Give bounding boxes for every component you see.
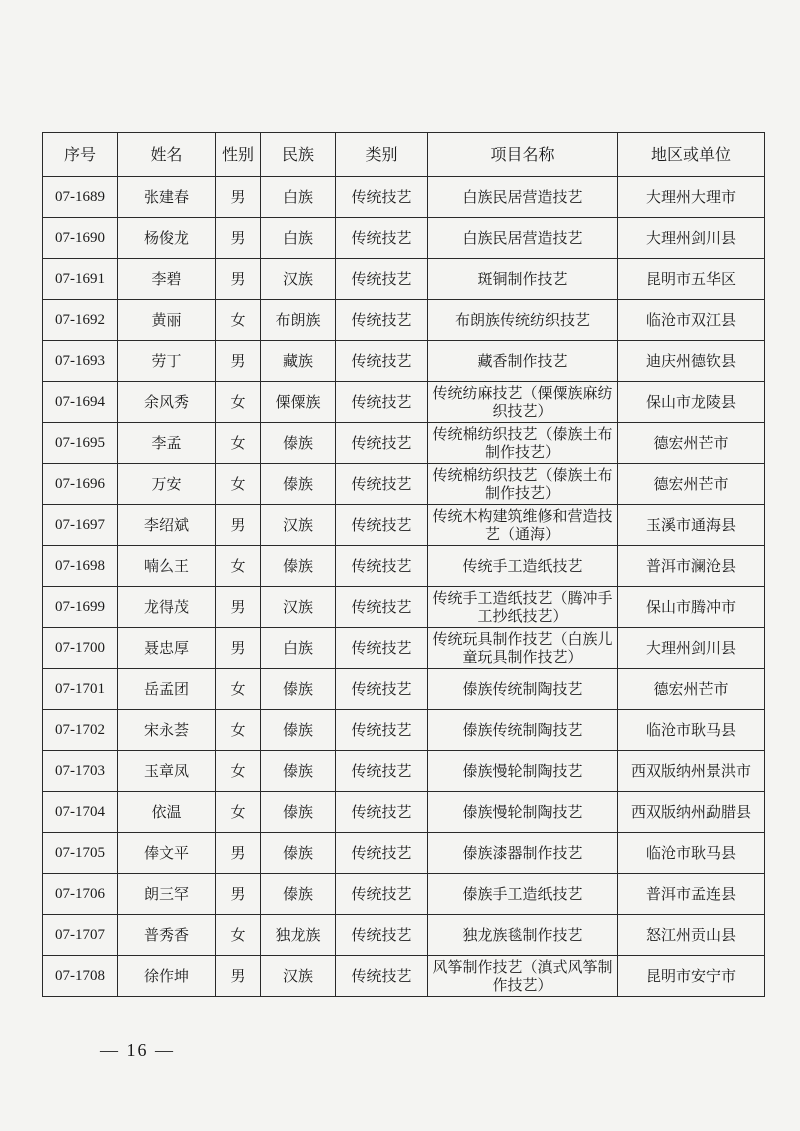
cell-id: 07-1703 bbox=[43, 751, 118, 792]
cell-project: 傣族慢轮制陶技艺 bbox=[428, 792, 618, 833]
cell-category: 传统技艺 bbox=[336, 259, 428, 300]
cell-region: 德宏州芒市 bbox=[618, 669, 765, 710]
cell-project: 傣族手工造纸技艺 bbox=[428, 874, 618, 915]
cell-gender: 男 bbox=[216, 874, 261, 915]
cell-project: 傣族慢轮制陶技艺 bbox=[428, 751, 618, 792]
cell-ethnicity: 藏族 bbox=[261, 341, 336, 382]
table-row bbox=[43, 915, 765, 956]
cell-gender: 男 bbox=[216, 587, 261, 628]
cell-gender: 女 bbox=[216, 300, 261, 341]
cell-region: 大理州大理市 bbox=[618, 177, 765, 218]
table-row bbox=[43, 956, 765, 997]
cell-region: 临沧市耿马县 bbox=[618, 710, 765, 751]
table-row bbox=[43, 710, 765, 751]
cell-id: 07-1691 bbox=[43, 259, 118, 300]
cell-ethnicity: 独龙族 bbox=[261, 915, 336, 956]
table-row bbox=[43, 218, 765, 259]
cell-id: 07-1692 bbox=[43, 300, 118, 341]
cell-name: 杨俊龙 bbox=[118, 218, 216, 259]
cell-category: 传统技艺 bbox=[336, 751, 428, 792]
cell-name: 黄丽 bbox=[118, 300, 216, 341]
table-row bbox=[43, 833, 765, 874]
cell-project: 风筝制作技艺（滇式风筝制作技艺） bbox=[428, 956, 618, 997]
cell-category: 传统技艺 bbox=[336, 874, 428, 915]
cell-category: 传统技艺 bbox=[336, 300, 428, 341]
cell-id: 07-1693 bbox=[43, 341, 118, 382]
cell-gender: 男 bbox=[216, 177, 261, 218]
cell-name: 朗三罕 bbox=[118, 874, 216, 915]
cell-ethnicity: 傈僳族 bbox=[261, 382, 336, 423]
cell-category: 传统技艺 bbox=[336, 218, 428, 259]
cell-region: 昆明市安宁市 bbox=[618, 956, 765, 997]
header-ethnicity: 民族 bbox=[261, 133, 336, 177]
cell-name: 聂忠厚 bbox=[118, 628, 216, 669]
cell-category: 传统技艺 bbox=[336, 792, 428, 833]
cell-ethnicity: 傣族 bbox=[261, 751, 336, 792]
cell-gender: 女 bbox=[216, 915, 261, 956]
page-number: — 16 — bbox=[100, 1040, 175, 1060]
cell-region: 西双版纳州勐腊县 bbox=[618, 792, 765, 833]
cell-ethnicity: 汉族 bbox=[261, 956, 336, 997]
cell-category: 传统技艺 bbox=[336, 956, 428, 997]
cell-ethnicity: 傣族 bbox=[261, 423, 336, 464]
cell-ethnicity: 汉族 bbox=[261, 505, 336, 546]
cell-region: 普洱市孟连县 bbox=[618, 874, 765, 915]
cell-gender: 男 bbox=[216, 628, 261, 669]
cell-id: 07-1694 bbox=[43, 382, 118, 423]
cell-ethnicity: 傣族 bbox=[261, 546, 336, 587]
cell-category: 传统技艺 bbox=[336, 628, 428, 669]
cell-ethnicity: 傣族 bbox=[261, 669, 336, 710]
table-row bbox=[43, 751, 765, 792]
cell-gender: 男 bbox=[216, 833, 261, 874]
cell-ethnicity: 傣族 bbox=[261, 464, 336, 505]
cell-gender: 女 bbox=[216, 710, 261, 751]
table-row bbox=[43, 546, 765, 587]
cell-gender: 女 bbox=[216, 546, 261, 587]
cell-project: 传统玩具制作技艺（白族儿童玩具制作技艺） bbox=[428, 628, 618, 669]
cell-ethnicity: 傣族 bbox=[261, 874, 336, 915]
cell-ethnicity: 傣族 bbox=[261, 792, 336, 833]
cell-project: 传统手工造纸技艺 bbox=[428, 546, 618, 587]
cell-id: 07-1689 bbox=[43, 177, 118, 218]
cell-ethnicity: 汉族 bbox=[261, 259, 336, 300]
cell-id: 07-1690 bbox=[43, 218, 118, 259]
table-row bbox=[43, 300, 765, 341]
cell-ethnicity: 白族 bbox=[261, 177, 336, 218]
cell-category: 传统技艺 bbox=[336, 177, 428, 218]
cell-id: 07-1699 bbox=[43, 587, 118, 628]
cell-name: 李孟 bbox=[118, 423, 216, 464]
table-header-row bbox=[43, 133, 765, 177]
cell-name: 普秀香 bbox=[118, 915, 216, 956]
cell-region: 玉溪市通海县 bbox=[618, 505, 765, 546]
cell-region: 普洱市澜沧县 bbox=[618, 546, 765, 587]
cell-id: 07-1697 bbox=[43, 505, 118, 546]
cell-project: 白族民居营造技艺 bbox=[428, 218, 618, 259]
cell-region: 德宏州芒市 bbox=[618, 464, 765, 505]
table-row bbox=[43, 628, 765, 669]
cell-project: 傣族漆器制作技艺 bbox=[428, 833, 618, 874]
table-row bbox=[43, 874, 765, 915]
header-project: 项目名称 bbox=[428, 133, 618, 177]
cell-region: 临沧市耿马县 bbox=[618, 833, 765, 874]
table-body bbox=[43, 177, 765, 997]
table-row bbox=[43, 341, 765, 382]
header-category: 类别 bbox=[336, 133, 428, 177]
cell-id: 07-1700 bbox=[43, 628, 118, 669]
cell-id: 07-1696 bbox=[43, 464, 118, 505]
table-row bbox=[43, 587, 765, 628]
cell-name: 依温 bbox=[118, 792, 216, 833]
cell-region: 西双版纳州景洪市 bbox=[618, 751, 765, 792]
cell-id: 07-1701 bbox=[43, 669, 118, 710]
cell-category: 传统技艺 bbox=[336, 382, 428, 423]
cell-region: 怒江州贡山县 bbox=[618, 915, 765, 956]
cell-category: 传统技艺 bbox=[336, 505, 428, 546]
table-row bbox=[43, 792, 765, 833]
cell-id: 07-1698 bbox=[43, 546, 118, 587]
cell-category: 传统技艺 bbox=[336, 710, 428, 751]
cell-name: 俸文平 bbox=[118, 833, 216, 874]
cell-category: 传统技艺 bbox=[336, 464, 428, 505]
cell-project: 传统纺麻技艺（傈僳族麻纺织技艺） bbox=[428, 382, 618, 423]
cell-gender: 女 bbox=[216, 669, 261, 710]
cell-region: 大理州剑川县 bbox=[618, 218, 765, 259]
cell-name: 喃么王 bbox=[118, 546, 216, 587]
cell-gender: 男 bbox=[216, 259, 261, 300]
cell-name: 龙得茂 bbox=[118, 587, 216, 628]
table-row bbox=[43, 464, 765, 505]
cell-region: 迪庆州德钦县 bbox=[618, 341, 765, 382]
cell-gender: 女 bbox=[216, 751, 261, 792]
header-name: 姓名 bbox=[118, 133, 216, 177]
cell-project: 传统木构建筑维修和营造技艺（通海） bbox=[428, 505, 618, 546]
cell-category: 传统技艺 bbox=[336, 833, 428, 874]
cell-name: 岳孟团 bbox=[118, 669, 216, 710]
cell-project: 藏香制作技艺 bbox=[428, 341, 618, 382]
cell-ethnicity: 傣族 bbox=[261, 710, 336, 751]
cell-region: 保山市腾冲市 bbox=[618, 587, 765, 628]
table-row bbox=[43, 177, 765, 218]
cell-category: 传统技艺 bbox=[336, 341, 428, 382]
cell-region: 德宏州芒市 bbox=[618, 423, 765, 464]
cell-gender: 女 bbox=[216, 792, 261, 833]
header-gender: 性别 bbox=[216, 133, 261, 177]
cell-region: 临沧市双江县 bbox=[618, 300, 765, 341]
cell-name: 万安 bbox=[118, 464, 216, 505]
cell-id: 07-1705 bbox=[43, 833, 118, 874]
cell-category: 传统技艺 bbox=[336, 915, 428, 956]
cell-project: 斑铜制作技艺 bbox=[428, 259, 618, 300]
cell-category: 传统技艺 bbox=[336, 669, 428, 710]
cell-name: 李绍斌 bbox=[118, 505, 216, 546]
cell-ethnicity: 白族 bbox=[261, 628, 336, 669]
cell-gender: 男 bbox=[216, 341, 261, 382]
cell-project: 独龙族毯制作技艺 bbox=[428, 915, 618, 956]
table-row bbox=[43, 423, 765, 464]
cell-region: 保山市龙陵县 bbox=[618, 382, 765, 423]
table-row bbox=[43, 669, 765, 710]
cell-gender: 女 bbox=[216, 464, 261, 505]
cell-id: 07-1708 bbox=[43, 956, 118, 997]
cell-id: 07-1707 bbox=[43, 915, 118, 956]
cell-gender: 男 bbox=[216, 505, 261, 546]
cell-name: 宋永荟 bbox=[118, 710, 216, 751]
cell-id: 07-1706 bbox=[43, 874, 118, 915]
table-row bbox=[43, 259, 765, 300]
cell-name: 余风秀 bbox=[118, 382, 216, 423]
inheritor-table bbox=[42, 132, 765, 997]
cell-name: 李碧 bbox=[118, 259, 216, 300]
cell-project: 传统棉纺织技艺（傣族土布制作技艺） bbox=[428, 423, 618, 464]
cell-project: 传统棉纺织技艺（傣族土布制作技艺） bbox=[428, 464, 618, 505]
cell-project: 布朗族传统纺织技艺 bbox=[428, 300, 618, 341]
cell-project: 传统手工造纸技艺（腾冲手工抄纸技艺） bbox=[428, 587, 618, 628]
cell-name: 张建春 bbox=[118, 177, 216, 218]
cell-gender: 女 bbox=[216, 382, 261, 423]
cell-gender: 男 bbox=[216, 218, 261, 259]
cell-region: 昆明市五华区 bbox=[618, 259, 765, 300]
cell-name: 玉章凤 bbox=[118, 751, 216, 792]
table-row bbox=[43, 382, 765, 423]
table-row bbox=[43, 505, 765, 546]
cell-project: 傣族传统制陶技艺 bbox=[428, 710, 618, 751]
cell-region: 大理州剑川县 bbox=[618, 628, 765, 669]
cell-ethnicity: 白族 bbox=[261, 218, 336, 259]
header-id: 序号 bbox=[43, 133, 118, 177]
cell-name: 劳丁 bbox=[118, 341, 216, 382]
cell-id: 07-1704 bbox=[43, 792, 118, 833]
header-region: 地区或单位 bbox=[618, 133, 765, 177]
cell-ethnicity: 傣族 bbox=[261, 833, 336, 874]
cell-ethnicity: 汉族 bbox=[261, 587, 336, 628]
cell-gender: 女 bbox=[216, 423, 261, 464]
cell-category: 传统技艺 bbox=[336, 546, 428, 587]
cell-category: 传统技艺 bbox=[336, 423, 428, 464]
cell-project: 傣族传统制陶技艺 bbox=[428, 669, 618, 710]
cell-id: 07-1702 bbox=[43, 710, 118, 751]
cell-ethnicity: 布朗族 bbox=[261, 300, 336, 341]
cell-project: 白族民居营造技艺 bbox=[428, 177, 618, 218]
cell-category: 传统技艺 bbox=[336, 587, 428, 628]
cell-name: 徐作坤 bbox=[118, 956, 216, 997]
cell-id: 07-1695 bbox=[43, 423, 118, 464]
cell-gender: 男 bbox=[216, 956, 261, 997]
